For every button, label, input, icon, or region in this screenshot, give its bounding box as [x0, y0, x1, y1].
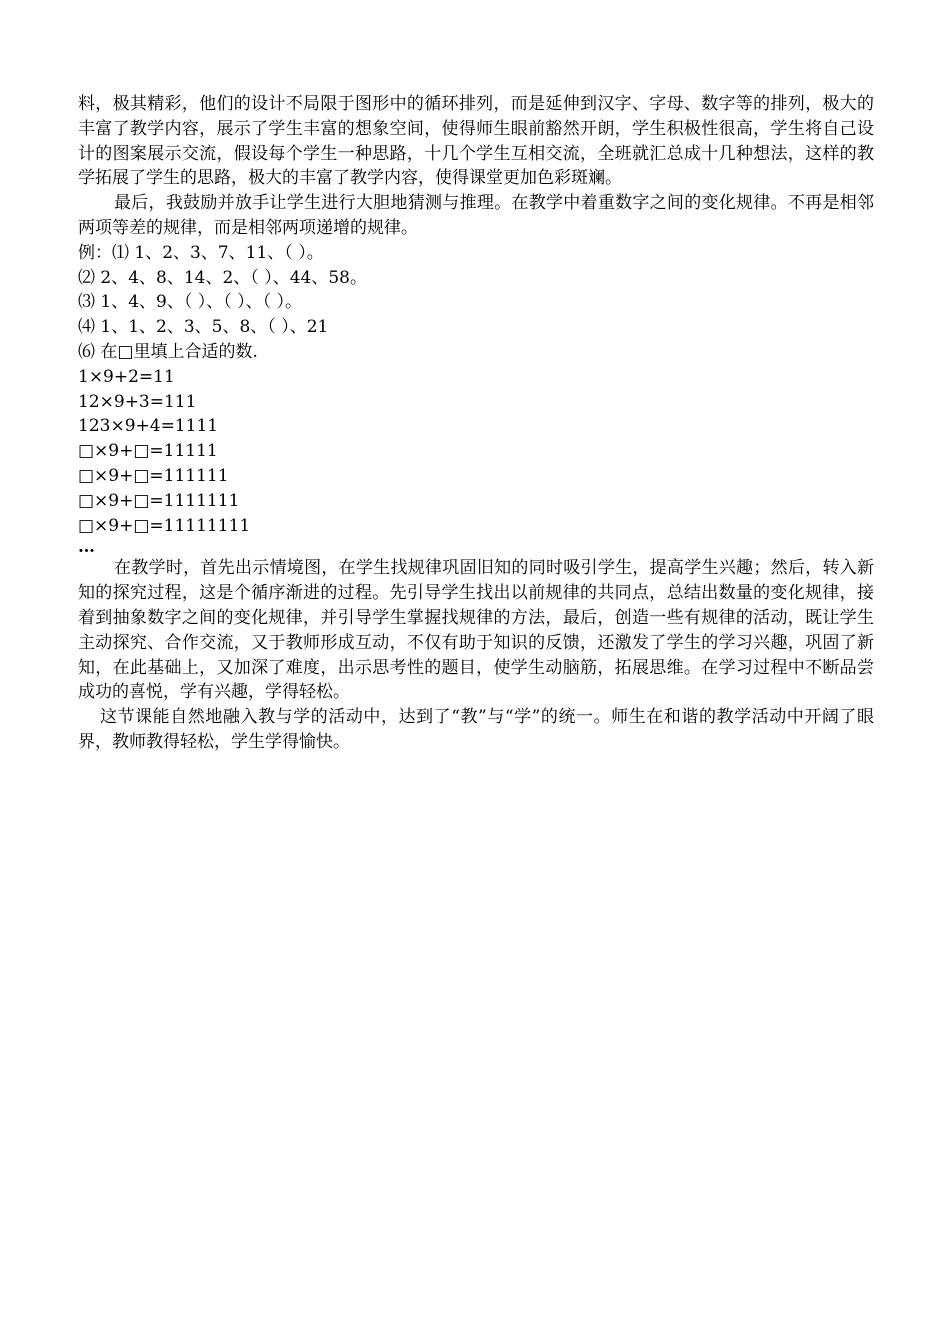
paragraph-guessing-reasoning: 最后，我鼓励并放手让学生进行大胆地猜测与推理。在教学中着重数字之间的变化规律。不再是相邻两项等差的规律，而是相邻两项递增的规律。: [78, 193, 874, 238]
paragraph-teaching-process: 在教学时，首先出示情境图，在学生找规律巩固旧知的同时吸引学生，提高学生兴趣；然后，转入新知的探究过程，这是个循序渐进的过程。先引导学生找出以前规律的共同点，总结出数量的变化规律，接着到抽象数字之间的变化规律，并引导学生掌握找规律的方法，最后，创造一些有规律的活动，既让学生主动探究、合作交流，又于教师形成互动，不仅有助于知识的反馈，还激发了学生的学习兴趣，巩固了新知，在此基础上，又加深了难度，出示思考性的题目，使学生动脑筋，拓展思维。在学习过程中不断品尝成功的喜悦，学有兴趣，学得轻松。: [78, 558, 874, 703]
example-list: [78, 241, 874, 557]
equation-blank-line: □×9+□=11111: [78, 441, 218, 462]
paragraph-conclusion: 这节课能自然地融入教与学的活动中，达到了“教”与“学”的统一。师生在和谐的教学活动中开阔了眼界，教师教得轻松，学生学得愉快。: [78, 707, 874, 752]
equation-blank-line: □×9+□=11111111: [78, 515, 251, 536]
example-line-1: 例：⑴ 1、2、3、7、11、（ ）。: [78, 242, 324, 263]
equation-blank-line: □×9+□=111111: [78, 465, 229, 486]
equation-line: 12×9+3=111: [78, 391, 197, 412]
ellipsis-mark: …: [78, 537, 95, 558]
equation-blank-line: □×9+□=1111111: [78, 490, 240, 511]
document-page: [78, 92, 874, 755]
paragraph-design-showcase: 料，极其精彩，他们的设计不局限于图形中的循环排列，而是延伸到汉字、字母、数字等的排列，极大的丰富了教学内容，展示了学生丰富的想象空间，使得师生眼前豁然开朗，学生积极性很高，学生将自己设计的图案展示交流，假设每个学生一种思路，十几个学生互相交流，全班就汇总成十几种想法，这样的教学拓展了学生的思路，极大的丰富了教学内容，使得课堂更加色彩斑斓。: [78, 94, 874, 189]
example-line-2: ⑵ 2、4、8、14、2、（ ）、44、58。: [78, 267, 367, 288]
example-line-4: ⑷ 1、1、2、3、5、8、（ ）、21: [78, 317, 329, 338]
equation-line: 123×9+4=1111: [78, 416, 219, 437]
equation-line: 1×9+2=11: [78, 366, 175, 387]
example-line-6: ⑹ 在□里填上合适的数.: [78, 341, 258, 362]
example-line-3: ⑶ 1、4、9、（ ）、（ ）、（ ）。: [78, 292, 303, 313]
